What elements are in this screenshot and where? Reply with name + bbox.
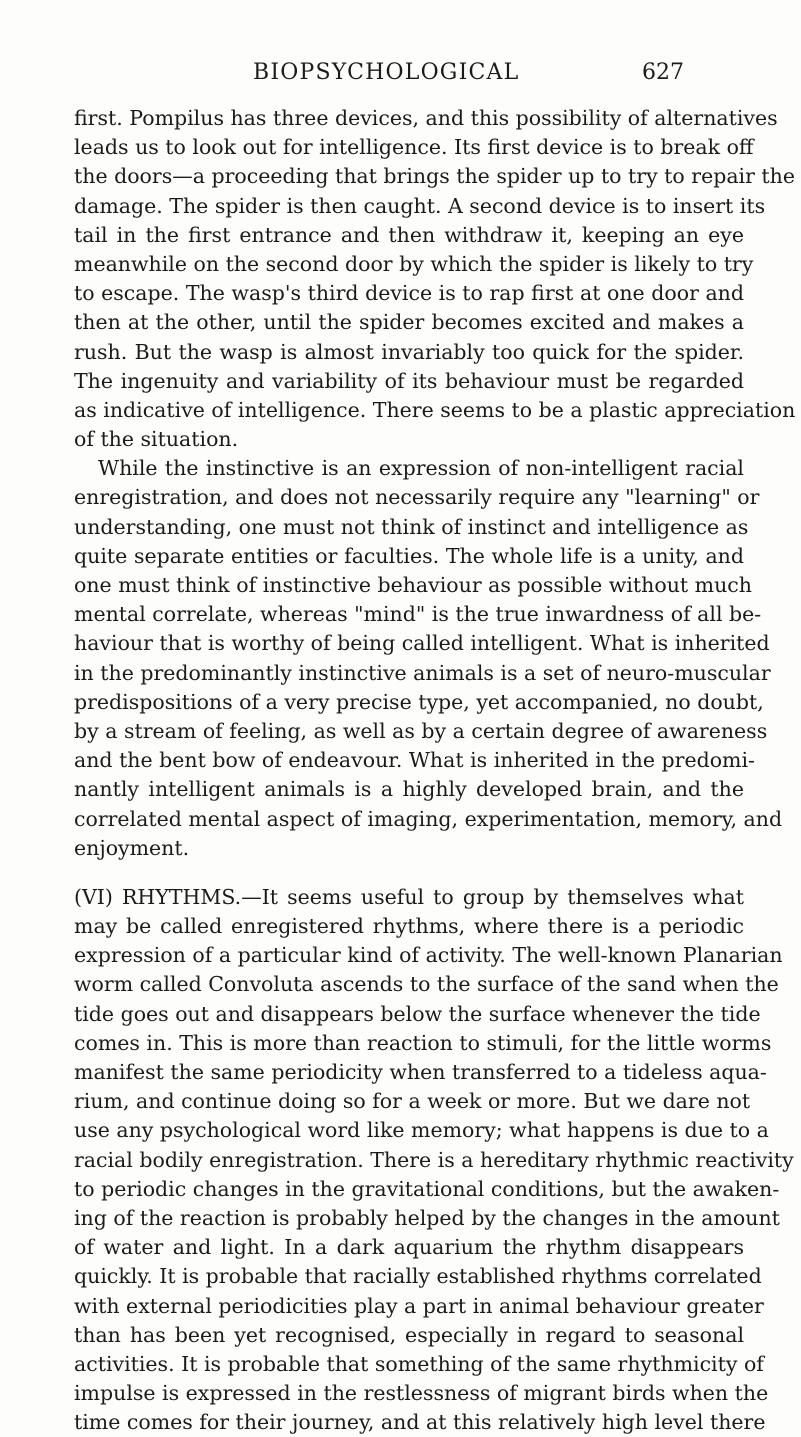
text-line: racial bodily enregistration. There is a hereditary rhythmic reactivity [74,1147,794,1172]
text-line: the doors—a proceeding that brings the spider up to try to repair the [74,164,795,189]
text-line: first. Pompilus has three devices, and this possibility of alternatives [74,106,778,130]
text-line: The ingenuity and variability of its behaviour must be regarded [74,368,744,393]
text-line: rush. But the wasp is almost invariably too quick for the spider. [74,339,744,364]
text-line: worm called Convoluta ascends to the surface of the sand when the [74,972,779,997]
text-line: to periodic changes in the gravitational conditions, but the awaken- [74,1176,780,1201]
section-heading: (VI) RHYTHMS. [74,884,242,909]
text-line: by a stream of feeling, as well as by a certain degree of awareness [74,718,768,743]
text-line: tide goes out and disappears below the surface whenever the tide [74,1001,761,1026]
text-line: quite separate entities or faculties. The whole life is a unity, and [74,543,744,568]
text-line: ing of the reaction is probably helped by the changes in the amount [74,1205,780,1230]
text-line: use any psychological word like memory; what happens is due to a [74,1118,769,1143]
text-line: to escape. The wasp's third device is to rap first at one door and [74,281,744,306]
text-line: While the instinctive is an expression of non-intelligent racial [98,456,744,481]
text-line: than has been yet recognised, especially in regard to seasonal [74,1322,744,1347]
text-line: time comes for their journey, and at this relatively high level there [74,1410,766,1435]
text-line: haviour that is worthy of being called intelligent. What is inherited [74,631,770,656]
text-line: quickly. It is probable that racially established rhythms correlated [74,1264,762,1289]
text-line: correlated mental aspect of imaging, experimentation, memory, and [74,806,783,831]
text-line: predispositions of a very precise type, yet accompanied, no doubt, [74,689,764,714]
text-line: in the predominantly instinctive animals is a set of neuro-muscular [74,660,771,685]
page-number: 627 [642,60,684,85]
section-first-line [74,883,744,912]
text-line: one must think of instinctive behaviour as possible without much [74,573,752,597]
text-line: understanding, one must not think of instinct and intelligence as [74,514,749,539]
text-line: impulse is expressed in the restlessness of migrant birds when the [74,1381,769,1406]
text-line: of water and light. In a dark aquarium the rhythm disappears [74,1235,744,1260]
text-line: tail in the first entrance and then withdraw it, keeping an eye [74,222,744,247]
text-line: enregistration, and does not necessarily require any "learning" or [74,485,760,510]
text-line: activities. It is probable that something of the same rhythmicity of [74,1351,764,1376]
body-text [74,104,796,1437]
text-line: meanwhile on the second door by which the spider is likely to try [74,251,754,276]
text-line: mental correlate, whereas "mind" is the true inwardness of all be- [74,602,762,627]
text-line: leads us to look out for intelligence. Its first device is to break off [74,135,754,160]
section-rhythms [74,883,794,1437]
text-line: then at the other, until the spider becomes excited and makes a [74,310,744,335]
text-line: expression of a particular kind of activity. The well-known Planarian [74,943,783,968]
text-line: as indicative of intelligence. There seems to be a plastic appreciation [74,397,796,422]
text-line: enjoyment. [74,835,190,860]
text-line: rium, and continue doing so for a week or more. But we dare not [74,1089,751,1114]
text-line: may be called enregistered rhythms, where there is a periodic [74,914,744,939]
text-line: comes in. This is more than reaction to stimuli, for the little worms [74,1030,772,1055]
text-line: with external periodicities play a part in animal behaviour greater [74,1293,764,1318]
paragraph-1 [74,104,796,454]
text-line: manifest the same periodicity when transferred to a tideless aqua- [74,1060,767,1084]
text-line: damage. The spider is then caught. A second device is to insert its [74,193,766,218]
running-head [0,60,801,92]
paragraph-2 [74,454,783,863]
section-gap [74,863,744,883]
text-line: of the situation. [74,427,239,452]
running-title: BIOPSYCHOLOGICAL [253,60,520,85]
text-line: nantly intelligent animals is a highly developed brain, and the [74,777,744,802]
text-line: and the bent bow of endeavour. What is inherited in the predomi- [74,748,755,773]
section-first-line-text: —It seems useful to group by themselves what [241,884,744,909]
